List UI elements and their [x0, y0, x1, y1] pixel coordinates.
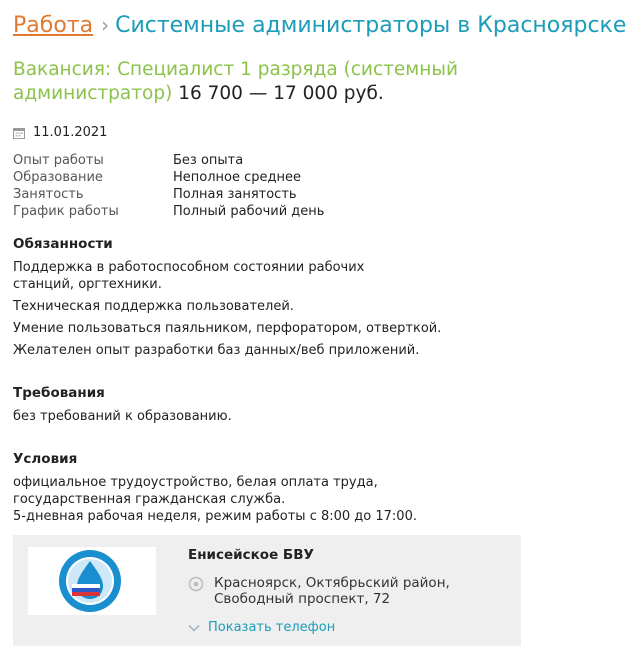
property-education	[13, 169, 324, 186]
conditions-section	[13, 451, 518, 525]
vacancy-title	[13, 58, 513, 106]
company-address	[188, 575, 454, 607]
company-logo[interactable]	[28, 547, 156, 615]
duty-item: Техническая поддержка пользователей.	[13, 299, 294, 314]
vacancy-salary: 16 700 — 17 000 руб.	[178, 83, 384, 104]
location-pin-icon	[188, 576, 204, 592]
duties-heading: Обязанности	[13, 236, 113, 252]
breadcrumb-current-category[interactable]: Системные администраторы в Красноярске	[115, 13, 626, 38]
breadcrumb-separator: ›	[101, 13, 110, 37]
property-schedule	[13, 203, 324, 220]
chevron-down-icon	[188, 624, 200, 632]
duties-section	[13, 236, 518, 364]
duty-item: Желателен опыт разработки баз данных/веб приложений.	[13, 343, 420, 358]
property-value: Без опыта	[173, 153, 244, 168]
requirements-heading: Требования	[13, 385, 105, 401]
breadcrumb-link-work[interactable]: Работа	[13, 13, 94, 38]
breadcrumb	[13, 9, 626, 42]
duty-item: Поддержка в работоспособном состоянии рабочих станций, оргтехники.	[13, 260, 365, 292]
vacancy-name: Вакансия: Специалист 1 разряда (системный администратор)	[13, 59, 458, 104]
conditions-heading: Условия	[13, 451, 78, 467]
property-value: Полная занятость	[173, 187, 297, 202]
requirements-section	[13, 385, 518, 425]
property-value: Полный рабочий день	[173, 204, 325, 219]
property-experience	[13, 152, 324, 169]
publish-date	[13, 124, 107, 142]
show-phone-label[interactable]: Показать телефон	[208, 620, 336, 635]
property-employment	[13, 186, 324, 203]
duty-item: Умение пользоваться паяльником, перфоратором, отверткой.	[13, 321, 442, 336]
conditions-text: официальное трудоустройство, белая оплата труда, государственная гражданская служба.	[13, 475, 378, 507]
water-agency-logo	[28, 547, 156, 615]
vacancy-properties	[13, 152, 324, 220]
company-name[interactable]: Енисейское БВУ	[188, 547, 314, 563]
property-label: Образование	[13, 170, 103, 185]
publish-date-value: 11.01.2021	[33, 125, 108, 140]
show-phone-button[interactable]	[188, 620, 335, 635]
property-label: Опыт работы	[13, 153, 104, 168]
calendar-icon	[13, 127, 25, 139]
property-label: График работы	[13, 204, 119, 219]
company-card	[13, 535, 521, 646]
property-label: Занятость	[13, 187, 84, 202]
conditions-schedule: 5-дневная рабочая неделя, режим работы с 8:00 до 17:00.	[13, 509, 417, 524]
property-value: Неполное среднее	[173, 170, 302, 185]
company-address-text: Красноярск, Октябрьский район, Свободный проспект, 72	[214, 575, 450, 607]
requirements-text: без требований к образованию.	[13, 409, 232, 424]
